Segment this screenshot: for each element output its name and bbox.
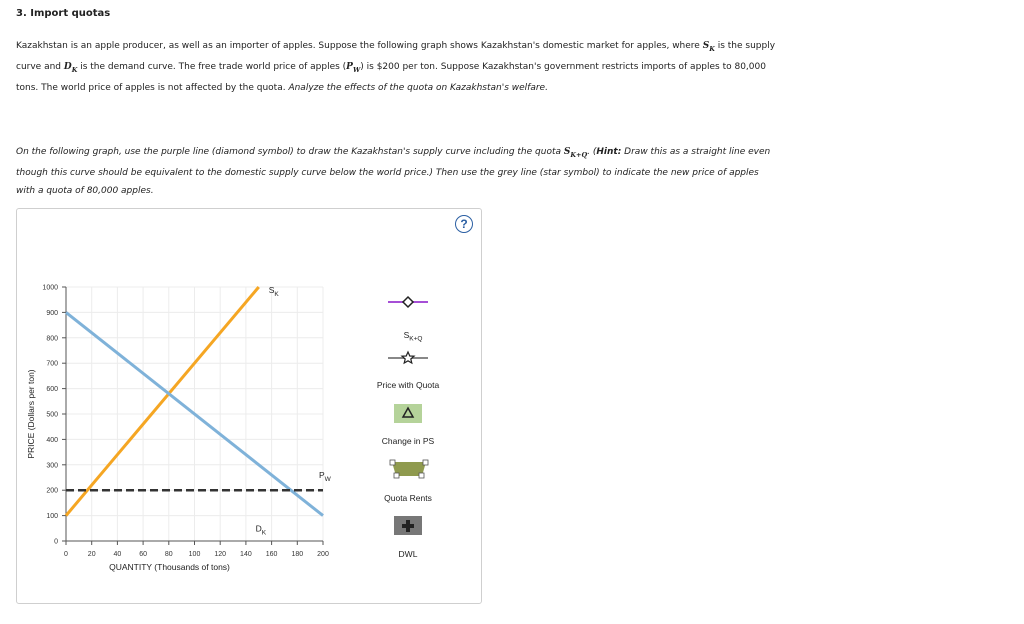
intro-paragraph	[16, 37, 776, 97]
tool-label-dwl: DWL	[398, 549, 418, 559]
y-tick-label: 800	[46, 335, 58, 343]
y-tick-label: 300	[46, 462, 58, 470]
supply-demand-chart[interactable]	[16, 270, 336, 580]
intro-text-2: is the supply curve and	[16, 41, 776, 72]
y-tick-label: 0	[54, 538, 58, 546]
x-tick-label: 0	[64, 551, 68, 558]
x-tick-label: 160	[265, 551, 278, 558]
y-tick-label: 200	[46, 487, 58, 495]
tool-label-skq: $S_{K+Q}$	[403, 330, 423, 343]
y-tick-label: 400	[46, 436, 58, 444]
dk-symbol: $D_K$	[63, 61, 78, 74]
star-icon	[402, 352, 414, 363]
series-line-sk	[66, 287, 259, 516]
x-tick-label: 60	[139, 551, 147, 558]
tool-label-change-in-ps: Change in PS	[381, 436, 435, 446]
y-tick-label: 600	[46, 386, 58, 394]
intro-task-text: Analyze the effects of the quota on Kazakhstan's welfare.	[288, 82, 548, 93]
x-tick-label: 200	[317, 551, 329, 558]
x-tick-label: 80	[164, 551, 173, 558]
intro-text-4: ) is $200 per ton. Suppose Kazakhstan's government restricts imports of apples to 80,000 tons. The world price of apples is not affected by the quota.	[16, 61, 766, 93]
y-tick-label: 700	[46, 360, 58, 368]
x-tick-label: 100	[188, 551, 201, 558]
y-tick-label: 900	[46, 309, 58, 317]
skq-symbol: $S_{K+Q}$	[563, 147, 588, 159]
intro-text-1: Kazakhstan is an apple producer, as well as an importer of apples. Suppose the following graph shows Kazakhstan's domestic market for apples, where	[16, 41, 703, 51]
x-tick-label: 180	[291, 551, 304, 558]
x-tick-label: 140	[240, 551, 252, 558]
instruction-paragraph: On the following graph, use the purple line (diamond symbol) to draw the Kazakhstan's supply curve including the quota $S_{K+Q}$. (Hint: Draw this as a straight line even though this curve should be equivalent to the domestic supply curve below the world price.) Then use the grey line (star symbol) to indicate the new price of apples with a quota of 80,000 apples.	[16, 147, 771, 196]
y-tick-label: 100	[46, 513, 58, 521]
tool-quota-rents[interactable]	[390, 460, 428, 478]
tool-change-in-ps[interactable]	[394, 404, 422, 423]
x-axis-label: QUANTITY (Thousands of tons)	[109, 562, 230, 572]
diamond-icon	[403, 297, 413, 307]
series-label-dk: $D_K$	[255, 523, 267, 537]
instruction-text-2: Draw this as a straight line even though this curve should be equivalent to the domestic supply curve below the world price.) Then use the grey line (star symbol) to indicate the new price of apples with a quota of 80,000 apples.	[16, 147, 771, 196]
tool-supply-quota[interactable]	[388, 297, 428, 307]
tool-label-price-with-quota: Price with Quota	[376, 380, 440, 390]
intro-text-3: is the demand curve. The free trade world price of apples (	[77, 61, 347, 72]
instruction-text-1: On the following graph, use the purple line (diamond symbol) to draw the Kazakhstan's supply curve including the quota	[16, 147, 564, 157]
x-tick-label: 40	[113, 551, 122, 558]
x-tick-label: 20	[87, 551, 96, 558]
tool-dwl[interactable]	[394, 516, 422, 535]
y-tick-label: 500	[46, 411, 58, 419]
pw-symbol: $P_W$	[346, 61, 361, 74]
y-tick-label: 1000	[42, 284, 58, 292]
help-icon[interactable]: ?	[455, 215, 473, 233]
series-label-sk: $S_K$	[268, 285, 279, 298]
x-tick-label: 120	[214, 551, 227, 558]
sk-symbol: $S_K$	[702, 41, 715, 53]
section-heading: 3. Import quotas	[16, 8, 111, 19]
y-axis-label: PRICE (Dollars per ton)	[26, 369, 36, 459]
tool-label-quota-rents: Quota Rents	[384, 493, 432, 503]
series-label-pw: $P_W$	[319, 470, 331, 484]
tool-price-with-quota[interactable]	[388, 352, 428, 363]
hint-label: Hint:	[596, 147, 622, 157]
